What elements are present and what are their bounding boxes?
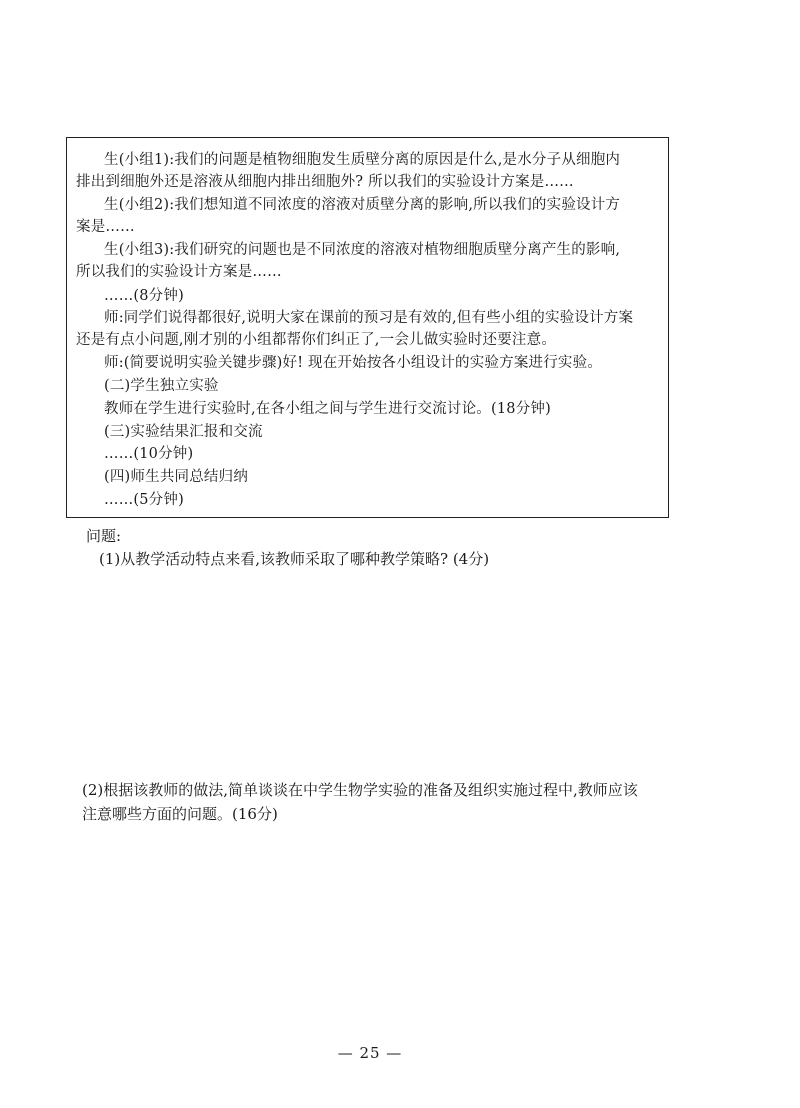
questions-heading: 问题:	[86, 527, 122, 545]
box-line: 还是有点小问题,刚才别的小组都帮你们纠正了,一会儿做实验时还要注意。	[76, 332, 557, 348]
box-line: 师:(简要说明实验关键步骤)好! 现在开始按各小组设计的实验方案进行实验。	[104, 355, 603, 371]
box-line: 案是……	[76, 219, 135, 235]
question-1: (1)从教学活动特点来看,该教师采取了哪种教学策略? (4分)	[99, 550, 490, 568]
box-line: 排出到细胞外还是溶液从细胞内排出细胞外? 所以我们的实验设计方案是……	[76, 174, 574, 190]
box-line: ……(5分钟)	[104, 492, 184, 508]
box-line: (二)学生独立实验	[104, 378, 219, 394]
box-line: 教师在学生进行实验时,在各小组之间与学生进行交流讨论。(18分钟)	[104, 401, 551, 417]
question-2-line-1: (2)根据该教师的做法,简单谈谈在中学生物学实验的准备及组织实施过程中,教师应该	[82, 781, 638, 799]
box-line: (三)实验结果汇报和交流	[104, 424, 263, 440]
page-number: — 25 —	[337, 1044, 403, 1062]
box-line: 生(小组3):我们研究的问题也是不同浓度的溶液对植物细胞质壁分离产生的影响,	[104, 242, 621, 258]
box-line: ……(10分钟)	[104, 446, 194, 462]
question-2-line-2: 注意哪些方面的问题。(16分)	[82, 805, 278, 823]
box-line: (四)师生共同总结归纳	[104, 469, 249, 485]
box-line: 所以我们的实验设计方案是……	[76, 264, 282, 280]
box-line: 生(小组1):我们的问题是植物细胞发生质壁分离的原因是什么,是水分子从细胞内	[104, 152, 621, 168]
box-line: 生(小组2):我们想知道不同浓度的溶液对质壁分离的影响,所以我们的实验设计方	[104, 197, 621, 213]
box-line: 师:同学们说得都很好,说明大家在课前的预习是有效的,但有些小组的实验设计方案	[104, 310, 634, 326]
box-line: ……(8分钟)	[104, 288, 184, 304]
